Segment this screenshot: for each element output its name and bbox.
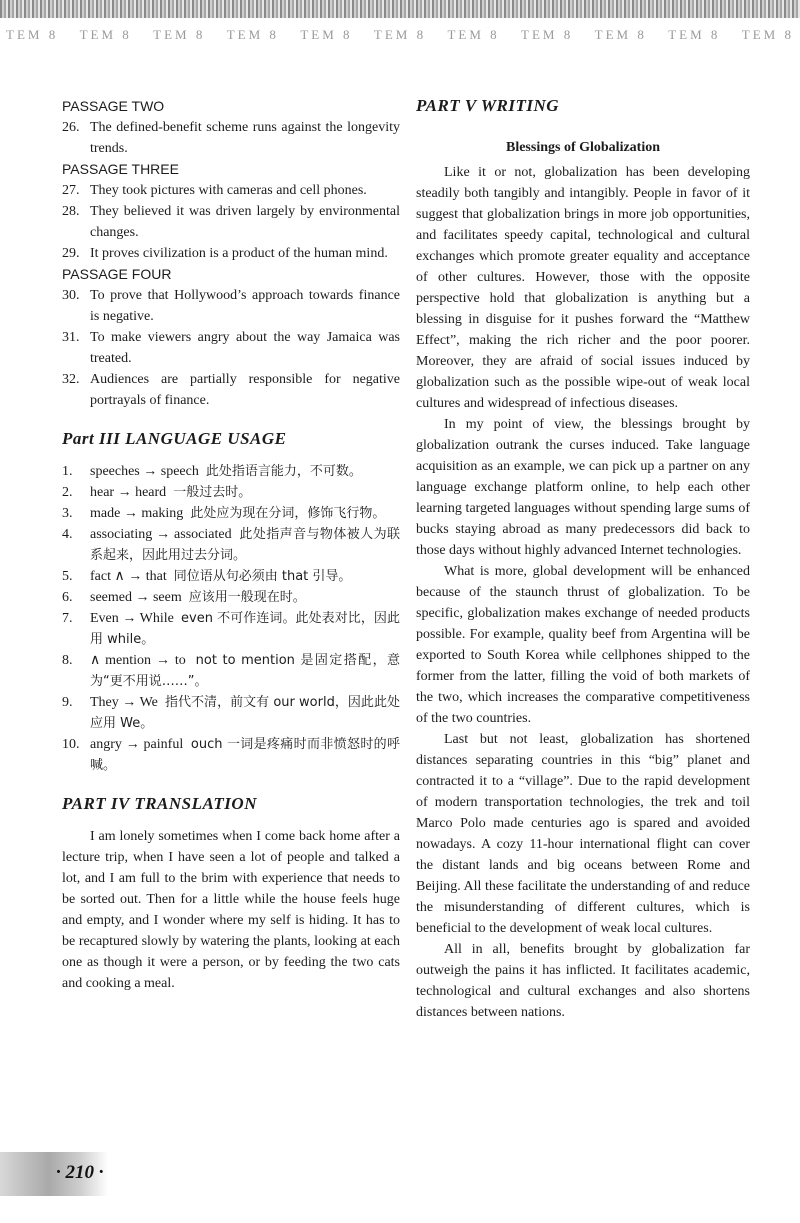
correction-number: 7. <box>62 611 73 626</box>
correction-text: seemed → seem <box>90 590 182 605</box>
essay-paragraph: What is more, global development will be enhanced because of the staunch thrust of globalization. To be specific, globalization makes exchange of needed products possible. For example, quality beef from Argentina will be exported to South Korea while cellphones shipped to the former from the latter, filling the void of both markets of the two, which increases the comparative competitiveness of the two countries. <box>416 564 750 726</box>
correction-number: 6. <box>62 590 73 605</box>
language-usage-heading: Part III LANGUAGE USAGE <box>62 429 287 448</box>
correction-text: They → We <box>90 695 158 710</box>
correction-item <box>62 650 400 692</box>
correction-note: 同位语从句必须由 that 引导。 <box>173 569 352 584</box>
correction-note: 此处指语言能力，不可数。 <box>205 464 362 479</box>
answer-text: They took pictures with cameras and cell phones. <box>90 183 367 198</box>
top-scan-band <box>0 0 800 18</box>
correction-item <box>62 587 400 608</box>
running-mark: TEM 8 <box>447 27 500 42</box>
correction-number: 1. <box>62 464 73 479</box>
writing-heading: PART V WRITING <box>416 96 560 115</box>
running-mark: TEM 8 <box>226 27 279 42</box>
essay-paragraph: Like it or not, globalization has been developing steadily both tangibly and intangibly. People in favor of it suggest that globalization brings in more job opportunities, and facilitates speedy capital, technological and cultural exchanges which promote greater equality and acceptance of other cultures. However, those with the opposite perspective hold that globalization is anything but a blessing in disguise for it pushes forward the “Matthew Effect”, making the rich richer and the poor poorer. Moreover, they are afraid of social issues induced by globalization such as the possible wipe-out of weak local cultures and widespread of infectious diseases. <box>416 165 750 411</box>
correction-number: 8. <box>62 653 73 668</box>
correction-number: 9. <box>62 695 73 710</box>
answer-number: 28. <box>62 204 80 219</box>
page-number: · 210 · <box>56 1162 104 1183</box>
correction-item <box>62 734 400 776</box>
answer-text: The defined-benefit scheme runs against the longevity trends. <box>90 120 400 156</box>
answer-item <box>62 327 400 369</box>
correction-note: 此处应为现在分词，修饰飞行物。 <box>190 506 386 521</box>
correction-note: 指代不清，前文有 our world，因此此处应用 We。 <box>90 695 400 731</box>
answer-number: 26. <box>62 120 80 135</box>
correction-text: associating → associated <box>90 527 232 542</box>
answer-item <box>62 243 400 264</box>
correction-text: Even → While <box>90 611 174 626</box>
translation-heading: PART IV TRANSLATION <box>62 794 257 813</box>
correction-number: 5. <box>62 569 73 584</box>
correction-number: 2. <box>62 485 73 500</box>
left-column <box>62 96 400 994</box>
answer-text: To prove that Hollywood’s approach towards finance is negative. <box>90 288 400 324</box>
running-mark: TEM 8 <box>373 27 427 42</box>
correction-text: angry → painful <box>90 737 184 752</box>
answer-number: 27. <box>62 183 80 198</box>
running-mark: TEM 8 <box>79 27 132 42</box>
correction-item <box>62 692 400 734</box>
correction-item <box>62 461 400 482</box>
correction-item <box>62 566 400 587</box>
correction-note: 此处指声音与物体被人为联系起来，因此用过去分词。 <box>90 527 400 563</box>
correction-number: 10. <box>62 737 80 752</box>
running-header <box>0 22 800 48</box>
answer-number: 30. <box>62 288 80 303</box>
correction-text: ∧ mention → to <box>90 653 186 668</box>
correction-number: 4. <box>62 527 73 542</box>
passage-four-label: PASSAGE FOUR <box>62 266 172 282</box>
answer-text: It proves civilization is a product of the human mind. <box>90 246 388 261</box>
essay-paragraph: In my point of view, the blessings brought by globalization outrank the curses induced. Take language acquisition as an example, we can pick up a partner on any language exchange platform online, to help each other learning targeted languages without spending large sums of bucks staying abroad as many predecessors did back to those days without highly advanced Internet technologies. <box>416 417 750 558</box>
answer-number: 31. <box>62 330 80 345</box>
correction-note: 一般过去时。 <box>173 485 252 500</box>
answer-item <box>62 180 400 201</box>
running-mark: TEM 8 <box>594 27 647 42</box>
right-column <box>416 96 750 1023</box>
translation-text: I am lonely sometimes when I come back home after a lecture trip, when I have seen a lot of people and talked a lot, and I am full to the brim with experience that needs to be sorted out. Then for a little while the house feels huge and empty, and I wonder where my self is hiding. It has to be recaptured slowly by watering the plants, looking at each one as though it were a person, or by feeding the two cats and cooking a meal. <box>62 829 400 991</box>
running-mark: TEM 8 <box>668 27 721 42</box>
answer-text: They believed it was driven largely by environmental changes. <box>90 204 400 240</box>
passage-three-label: PASSAGE THREE <box>62 161 179 177</box>
correction-note: ouch 一词是疼痛时而非愤怒时的呼喊。 <box>90 737 401 773</box>
correction-item <box>62 608 400 650</box>
answer-text: To make viewers angry about the way Jamaica was treated. <box>90 330 400 366</box>
correction-item <box>62 482 400 503</box>
answer-item <box>62 117 400 159</box>
correction-text: made → making <box>90 506 184 521</box>
correction-text: hear → heard <box>90 485 167 500</box>
passage-two-label: PASSAGE TWO <box>62 98 165 114</box>
answer-item <box>62 201 400 243</box>
answer-number: 29. <box>62 246 80 261</box>
correction-item <box>62 524 400 566</box>
answer-item <box>62 285 400 327</box>
correction-number: 3. <box>62 506 73 521</box>
answer-item <box>62 369 400 411</box>
correction-item <box>62 503 400 524</box>
answer-text: Audiences are partially responsible for negative portrayals of finance. <box>90 372 400 408</box>
running-mark: TEM 8 <box>521 27 574 42</box>
running-mark: TEM 8 <box>153 27 206 42</box>
correction-note: 应该用一般现在时。 <box>188 590 306 605</box>
correction-text: fact ∧ → that <box>90 569 167 584</box>
correction-text: speeches → speech <box>90 464 199 479</box>
running-mark: TEM 8 <box>741 27 794 42</box>
correction-note: even 不可作连词。此处表对比，因此用 while。 <box>90 611 400 647</box>
running-mark: TEM 8 <box>6 27 59 42</box>
essay-title: Blessings of Globalization <box>505 140 661 155</box>
correction-note: not to mention 是固定搭配，意为“更不用说……”。 <box>90 653 401 689</box>
essay-paragraph: All in all, benefits brought by globalization far outweigh the pains it has inflicted. It facilitates academic, technological and cultural exchanges and also shortens distances between nations. <box>416 942 750 1020</box>
running-mark: TEM 8 <box>300 27 353 42</box>
answer-number: 32. <box>62 372 80 387</box>
essay-paragraph: Last but not least, globalization has shortened distances separating countries in this “big” planet and contracted it to a “village”. Due to the rapid development of modern transportation technologies, the trek and toil Marco Polo made centuries ago is spared and avoided nowadays. A cozy 11-hour international flight can cover the distant lands and big oceans between Rome and Beijing. All these facilitate the understanding of and reduce the misunderstanding of different cultures, which is beneficial to the development of weak local cultures. <box>416 732 750 936</box>
